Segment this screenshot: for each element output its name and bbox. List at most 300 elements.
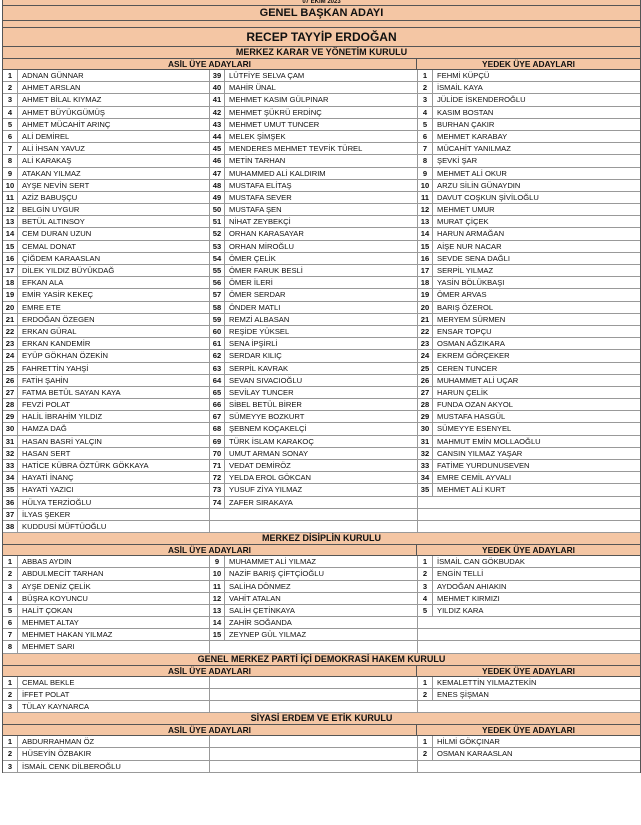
- yedek-name: MEHMET ALİ OKUR: [437, 168, 507, 178]
- asil-number: 1: [3, 736, 18, 747]
- column-headers: [3, 725, 640, 736]
- asil-cell: [3, 641, 210, 652]
- asil-number: 3: [3, 701, 18, 712]
- asil-cell: [210, 168, 418, 179]
- asil-name: AHMET MÜCAHİT ARINÇ: [22, 119, 111, 129]
- asil-cell: [3, 277, 210, 288]
- yedek-name: ENSAR TOPÇU: [437, 326, 492, 336]
- asil-header: ASİL ÜYE ADAYLARI: [3, 666, 417, 676]
- asil-number: 10: [3, 180, 18, 191]
- asil-number: 70: [210, 448, 225, 459]
- asil-number: 50: [210, 204, 225, 215]
- yedek-name: MEHMET KIRMIZI: [437, 593, 500, 603]
- asil-name: SİBEL BETÜL BİRER: [229, 400, 302, 410]
- asil-number: 5: [3, 605, 18, 616]
- asil-cell: [3, 155, 210, 166]
- asil-cell: [3, 192, 210, 203]
- asil-name: EMİR YASİR KEKEÇ: [22, 290, 94, 300]
- asil-name: DİLEK YILDIZ BÜYÜKDAĞ: [22, 266, 115, 275]
- asil-cell: [3, 748, 210, 759]
- table-row: [3, 399, 640, 411]
- asil-cell: [210, 277, 418, 288]
- yedek-cell: [418, 593, 640, 604]
- yedek-name: YILDIZ KARA: [437, 605, 484, 615]
- asil-number: 43: [210, 119, 225, 130]
- chairman-candidate: RECEP TAYYİP ERDOĞAN: [3, 28, 640, 47]
- table-row: [3, 423, 640, 435]
- asil-cell: [210, 155, 418, 166]
- yedek-name: İSMAİL KAYA: [437, 83, 483, 93]
- asil-number: 24: [3, 350, 18, 361]
- asil-number: 23: [3, 338, 18, 349]
- yedek-number: 17: [418, 265, 433, 276]
- asil-number: 34: [3, 472, 18, 483]
- asil-name: SERDAR KILIÇ: [229, 351, 282, 361]
- asil-name: EFKAN ALA: [22, 278, 64, 288]
- table-row: [3, 509, 640, 521]
- table-row: [3, 363, 640, 375]
- asil-cell: [3, 593, 210, 604]
- asil-cell: [210, 289, 418, 300]
- table-row: [3, 472, 640, 484]
- asil-name: NİHAT ZEYBEKÇİ: [229, 217, 291, 227]
- yedek-name: HİLMİ GÖKÇINAR: [437, 737, 500, 747]
- asil-number: 30: [3, 423, 18, 434]
- asil-number: 66: [210, 399, 225, 410]
- asil-name: ZAHİR SOĞANDA: [229, 618, 292, 628]
- asil-number: 44: [210, 131, 225, 142]
- asil-number: 6: [3, 617, 18, 628]
- asil-name: CEMAL DONAT: [22, 241, 77, 251]
- yedek-name: SÜMEYYE ESENYEL: [437, 424, 512, 434]
- asil-name: HAYATİ YAZICI: [22, 485, 74, 495]
- table-row: [3, 617, 640, 629]
- asil-number: 65: [210, 387, 225, 398]
- yedek-number: 1: [418, 556, 433, 567]
- yedek-cell: [418, 689, 640, 700]
- yedek-cell: [418, 472, 640, 483]
- asil-header: ASİL ÜYE ADAYLARI: [3, 59, 417, 69]
- asil-cell: [3, 568, 210, 579]
- asil-cell: [3, 253, 210, 264]
- committee-title: MERKEZ KARAR VE YÖNETİM KURULU: [3, 47, 640, 59]
- asil-cell: [3, 629, 210, 640]
- yedek-cell: [418, 436, 640, 447]
- yedek-cell: [418, 82, 640, 93]
- asil-number: 59: [210, 314, 225, 325]
- asil-name: ÖMER SERDAR: [229, 290, 286, 300]
- yedek-cell: [418, 192, 640, 203]
- asil-cell: [210, 70, 418, 81]
- column-headers: [3, 666, 640, 677]
- table-row: [3, 265, 640, 277]
- yedek-name: FEHMİ KÜPÇÜ: [437, 71, 490, 80]
- asil-cell: [3, 363, 210, 374]
- asil-number: 51: [210, 216, 225, 227]
- asil-cell: [210, 701, 418, 712]
- asil-cell: [210, 736, 418, 747]
- asil-cell: [3, 119, 210, 130]
- yedek-cell: [418, 107, 640, 118]
- yedek-name: EKREM GÖRÇEKER: [437, 351, 510, 361]
- asil-cell: [3, 736, 210, 747]
- asil-number: 68: [210, 423, 225, 434]
- table-row: [3, 460, 640, 472]
- committee-section: [3, 47, 640, 533]
- asil-name: AYŞE DENİZ ÇELİK: [22, 581, 91, 591]
- asil-name: İSMAİL CENK DİLBEROĞLU: [22, 761, 121, 771]
- asil-cell: [210, 350, 418, 361]
- asil-cell: [210, 387, 418, 398]
- asil-name: TÜLAY KAYNARCA: [22, 702, 90, 711]
- asil-name: MUSTAFA ELİTAŞ: [229, 180, 292, 190]
- asil-number: 31: [3, 436, 18, 447]
- asil-number: 55: [210, 265, 225, 276]
- yedek-cell: [418, 241, 640, 252]
- yedek-number: 18: [418, 277, 433, 288]
- yedek-cell: [418, 70, 640, 81]
- table-row: [3, 180, 640, 192]
- yedek-cell: [418, 131, 640, 142]
- table-row: [3, 568, 640, 580]
- asil-number: 2: [3, 568, 18, 579]
- asil-cell: [210, 204, 418, 215]
- yedek-number: 28: [418, 399, 433, 410]
- table-row: [3, 521, 640, 533]
- asil-name: HALİT ÇOKAN: [22, 605, 73, 615]
- yedek-name: İSMAİL CAN GÖKBUDAK: [437, 557, 525, 567]
- yedek-number: 1: [418, 736, 433, 747]
- asil-cell: [210, 761, 418, 772]
- asil-number: 3: [3, 761, 18, 772]
- asil-cell: [3, 107, 210, 118]
- table-row: [3, 204, 640, 216]
- yedek-cell: [418, 228, 640, 239]
- table-row: [3, 497, 640, 509]
- sections-container: [3, 47, 640, 773]
- asil-name: MEHMET ŞÜKRÜ ERDİNÇ: [229, 107, 322, 117]
- asil-header: ASİL ÜYE ADAYLARI: [3, 725, 417, 735]
- asil-cell: [210, 107, 418, 118]
- yedek-name: MUHAMMET ALİ UÇAR: [437, 375, 519, 385]
- yedek-cell: [418, 423, 640, 434]
- asil-name: ADNAN GÜNNAR: [22, 71, 84, 80]
- asil-cell: [3, 350, 210, 361]
- asil-name: ORHAN MİROĞLU: [229, 241, 294, 251]
- yedek-name: MÜCAHİT YANILMAZ: [437, 144, 511, 154]
- asil-cell: [210, 689, 418, 700]
- asil-number: 9: [210, 556, 225, 567]
- asil-cell: [210, 748, 418, 759]
- asil-cell: [3, 448, 210, 459]
- asil-number: 17: [3, 265, 18, 276]
- asil-number: 38: [3, 521, 18, 532]
- asil-name: AHMET BÜYÜKGÜMÜŞ: [22, 107, 105, 117]
- yedek-name: MEHMET ALİ KURT: [437, 485, 506, 495]
- asil-name: ERKAN GÜRAL: [22, 326, 77, 336]
- yedek-name: FUNDA OZAN AKYOL: [437, 400, 513, 410]
- asil-name: ŞEBNEM KOÇAKELÇİ: [229, 424, 307, 434]
- yedek-name: EMRE CEMİL AYVALI: [437, 473, 512, 483]
- yedek-number: 12: [418, 204, 433, 215]
- yedek-header: YEDEK ÜYE ADAYLARI: [417, 59, 640, 69]
- yedek-name: KEMALETTİN YILMAZTEKİN: [437, 677, 537, 687]
- asil-name: HASAN BASRİ YALÇIN: [22, 436, 102, 446]
- asil-cell: [3, 180, 210, 191]
- asil-cell: [210, 265, 418, 276]
- yedek-cell: [418, 641, 640, 652]
- asil-cell: [3, 689, 210, 700]
- asil-name: ÇİĞDEM KARAASLAN: [22, 253, 101, 263]
- asil-cell: [3, 605, 210, 616]
- table-row: [3, 253, 640, 265]
- asil-number: 57: [210, 289, 225, 300]
- asil-number: 11: [3, 192, 18, 203]
- asil-name: KUDDUSİ MÜFTÜOĞLU: [22, 521, 107, 531]
- yedek-header: YEDEK ÜYE ADAYLARI: [417, 545, 640, 555]
- asil-name: AHMET ARSLAN: [22, 83, 81, 93]
- asil-name: SEVAN SIVACIOĞLU: [229, 375, 303, 385]
- table-row: [3, 168, 640, 180]
- yedek-cell: [418, 168, 640, 179]
- asil-cell: [3, 497, 210, 508]
- table-row: [3, 375, 640, 387]
- yedek-number: 14: [418, 228, 433, 239]
- asil-name: MUSTAFA ŞEN: [229, 205, 282, 215]
- asil-name: MEHMET UMUT TUNCER: [229, 119, 320, 129]
- yedek-cell: [418, 677, 640, 688]
- yedek-number: 7: [418, 143, 433, 154]
- asil-name: UMUT ARMAN SONAY: [229, 448, 309, 458]
- asil-name: ÖMER İLERİ: [229, 278, 273, 288]
- yedek-cell: [418, 460, 640, 471]
- asil-cell: [210, 375, 418, 386]
- asil-name: ÖNDER MATLI: [229, 302, 281, 312]
- asil-cell: [3, 241, 210, 252]
- table-row: [3, 350, 640, 362]
- yedek-cell: [418, 375, 640, 386]
- table-row: [3, 629, 640, 641]
- asil-cell: [210, 556, 418, 567]
- asil-cell: [3, 472, 210, 483]
- asil-name: SALİHA DÖNMEZ: [229, 581, 291, 591]
- asil-cell: [210, 641, 418, 652]
- yedek-name: MEHMET KARABAY: [437, 131, 508, 141]
- asil-number: 27: [3, 387, 18, 398]
- asil-name: İFFET POLAT: [22, 689, 70, 699]
- asil-cell: [210, 82, 418, 93]
- yedek-name: CEREN TUNCER: [437, 363, 498, 373]
- table-row: [3, 641, 640, 653]
- asil-name: ALİ KARAKAŞ: [22, 156, 72, 166]
- yedek-number: 8: [418, 155, 433, 166]
- yedek-number: 32: [418, 448, 433, 459]
- yedek-cell: [418, 761, 640, 772]
- asil-name: SERPİL KAVRAK: [229, 363, 289, 373]
- asil-name: MUHAMMET ALİ YILMAZ: [229, 557, 317, 567]
- yedek-name: HARUN ARMAĞAN: [437, 229, 505, 239]
- asil-number: 26: [3, 375, 18, 386]
- asil-cell: [3, 94, 210, 105]
- table-row: [3, 131, 640, 143]
- yedek-cell: [418, 143, 640, 154]
- asil-number: 2: [3, 748, 18, 759]
- asil-number: 64: [210, 375, 225, 386]
- asil-name: ERKAN KANDEMİR: [22, 339, 91, 349]
- asil-number: 32: [3, 448, 18, 459]
- asil-cell: [210, 411, 418, 422]
- yedek-cell: [418, 521, 640, 532]
- asil-name: HÜSEYİN ÖZBAKIR: [22, 749, 92, 759]
- yedek-cell: [418, 629, 640, 640]
- table-row: [3, 107, 640, 119]
- asil-number: 37: [3, 509, 18, 520]
- asil-name: MAHİR ÜNAL: [229, 83, 276, 93]
- table-row: [3, 677, 640, 689]
- yedek-cell: [418, 556, 640, 567]
- yedek-number: 35: [418, 484, 433, 495]
- asil-number: 15: [210, 629, 225, 640]
- table-row: [3, 277, 640, 289]
- yedek-cell: [418, 155, 640, 166]
- asil-number: 69: [210, 436, 225, 447]
- yedek-name: YASİN BÖLÜKBAŞI: [437, 278, 505, 288]
- asil-number: 62: [210, 350, 225, 361]
- yedek-number: 34: [418, 472, 433, 483]
- asil-cell: [3, 289, 210, 300]
- table-row: [3, 605, 640, 617]
- asil-number: 28: [3, 399, 18, 410]
- asil-name: İLYAS ŞEKER: [22, 509, 71, 519]
- asil-number: 58: [210, 302, 225, 313]
- committee-section: [3, 654, 640, 714]
- asil-number: 67: [210, 411, 225, 422]
- asil-cell: [3, 411, 210, 422]
- committee-section: [3, 713, 640, 773]
- asil-name: VEDAT DEMİRÖZ: [229, 461, 291, 470]
- yedek-number: 5: [418, 119, 433, 130]
- yedek-cell: [418, 701, 640, 712]
- asil-number: 53: [210, 241, 225, 252]
- asil-cell: [3, 521, 210, 532]
- asil-cell: [3, 484, 210, 495]
- asil-name: REŞİDE YÜKSEL: [229, 326, 290, 336]
- asil-name: ABDULMECİT TARHAN: [22, 569, 104, 579]
- asil-number: 3: [3, 581, 18, 592]
- table-row: [3, 484, 640, 496]
- yedek-number: 5: [418, 605, 433, 616]
- yedek-number: 11: [418, 192, 433, 203]
- yedek-cell: [418, 326, 640, 337]
- asil-cell: [210, 568, 418, 579]
- yedek-name: MERYEM SÜRMEN: [437, 314, 506, 324]
- table-row: [3, 119, 640, 131]
- asil-number: 40: [210, 82, 225, 93]
- asil-number: 63: [210, 363, 225, 374]
- asil-number: 13: [210, 605, 225, 616]
- asil-cell: [3, 265, 210, 276]
- asil-cell: [210, 472, 418, 483]
- document-title: GENEL BAŞKAN ADAYI: [3, 6, 640, 21]
- asil-name: AYŞE NEVİN SERT: [22, 180, 90, 190]
- yedek-name: KASIM BOSTAN: [437, 107, 494, 117]
- asil-number: 2: [3, 82, 18, 93]
- yedek-number: 22: [418, 326, 433, 337]
- yedek-cell: [418, 509, 640, 520]
- asil-cell: [3, 423, 210, 434]
- yedek-name: AYDOĞAN AHIAKIN: [437, 581, 507, 591]
- yedek-name: DAVUT COŞKUN ŞİVİLOĞLU: [437, 192, 539, 202]
- yedek-number: 23: [418, 338, 433, 349]
- yedek-cell: [418, 350, 640, 361]
- asil-name: HÜLYA TERZİOĞLU: [22, 497, 92, 507]
- yedek-cell: [418, 581, 640, 592]
- asil-name: CEM DURAN UZUN: [22, 229, 92, 239]
- asil-number: 42: [210, 107, 225, 118]
- asil-number: 14: [3, 228, 18, 239]
- yedek-name: HARUN ÇELİK: [437, 387, 489, 397]
- asil-cell: [210, 509, 418, 520]
- asil-name: YUSUF ZİYA YILMAZ: [229, 485, 303, 495]
- table-row: [3, 326, 640, 338]
- asil-name: ZAFER SIRAKAYA: [229, 497, 293, 507]
- yedek-cell: [418, 277, 640, 288]
- asil-cell: [210, 617, 418, 628]
- yedek-cell: [418, 289, 640, 300]
- yedek-number: 30: [418, 423, 433, 434]
- table-row: [3, 216, 640, 228]
- asil-name: ABBAS AYDIN: [22, 557, 72, 567]
- table-row: [3, 314, 640, 326]
- asil-cell: [3, 375, 210, 386]
- table-row: [3, 411, 640, 423]
- yedek-number: 16: [418, 253, 433, 264]
- asil-number: 33: [3, 460, 18, 471]
- yedek-number: 10: [418, 180, 433, 191]
- asil-number: 21: [3, 314, 18, 325]
- asil-number: 46: [210, 155, 225, 166]
- yedek-number: 2: [418, 748, 433, 759]
- table-row: [3, 736, 640, 748]
- asil-number: 10: [210, 568, 225, 579]
- asil-number: 35: [3, 484, 18, 495]
- asil-cell: [3, 143, 210, 154]
- table-row: [3, 387, 640, 399]
- yedek-cell: [418, 216, 640, 227]
- asil-number: 48: [210, 180, 225, 191]
- asil-name: YELDA EROL GÖKCAN: [229, 473, 312, 483]
- yedek-name: MURAT ÇİÇEK: [437, 217, 489, 227]
- table-row: [3, 689, 640, 701]
- asil-number: 47: [210, 168, 225, 179]
- yedek-number: 33: [418, 460, 433, 471]
- asil-cell: [210, 497, 418, 508]
- asil-number: 39: [210, 70, 225, 81]
- asil-number: 18: [3, 277, 18, 288]
- asil-name: ÖMER FARUK BESLİ: [229, 266, 303, 275]
- table-row: [3, 701, 640, 713]
- asil-name: ATAKAN YILMAZ: [22, 168, 81, 178]
- asil-cell: [210, 326, 418, 337]
- asil-name: LÜTFİYE SELVA ÇAM: [229, 71, 305, 80]
- yedek-number: 19: [418, 289, 433, 300]
- yedek-name: OSMAN KARAASLAN: [437, 749, 513, 759]
- asil-name: CEMAL BEKLE: [22, 677, 75, 687]
- yedek-number: 29: [418, 411, 433, 422]
- yedek-name: MAHMUT EMİN MOLLAOĞLU: [437, 436, 541, 446]
- table-row: [3, 748, 640, 760]
- asil-name: VAHİT ATALAN: [229, 593, 281, 603]
